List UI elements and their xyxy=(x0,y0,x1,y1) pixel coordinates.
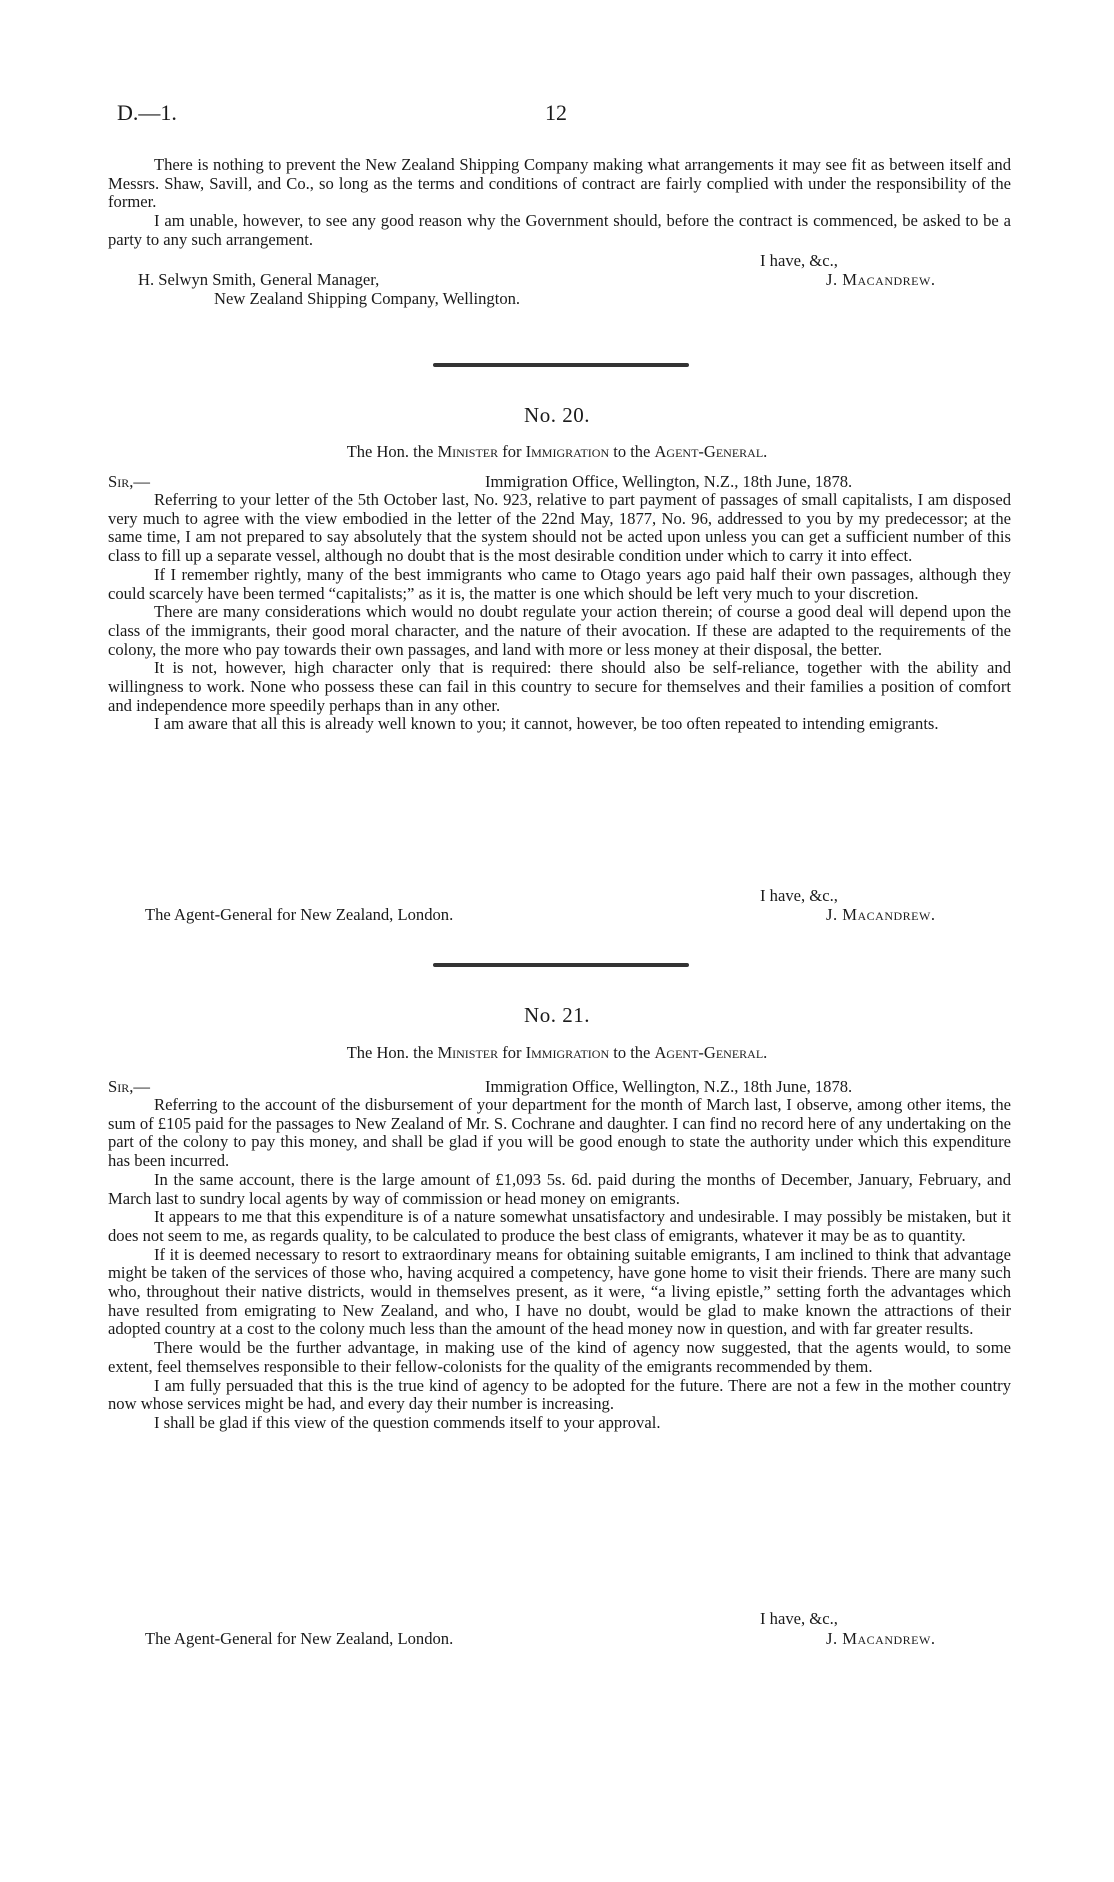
section-divider xyxy=(433,963,689,967)
paragraph: I am fully persuaded that this is the true kind of agency to be adopted for the future. There are not a few in the mother country now whose services might be had, and every day their number is increasing. xyxy=(108,1375,1011,1414)
paragraph: I am unable, however, to see any good reason why the Government should, before the contract is commenced, be asked to be a party to any such arrangement. xyxy=(108,211,1011,249)
letter-20-subtitle: The Hon. the Minister for Immigration to the Agent-General. xyxy=(346,442,768,461)
letter-20-dateline: Immigration Office, Wellington, N.Z., 18th June, 1878. xyxy=(485,472,853,491)
paragraph: It is not, however, high character only that is required: there should also be self-reliance, together with the ability and willingness to work. None who possess these can fail in this country to secure for themselves and their families a position of comfort and independence more speedily perhaps than in any other. xyxy=(108,658,1011,715)
letter-20-signature: J. Macandrew. xyxy=(826,905,936,924)
letter-20-addressee: The Agent-General for New Zealand, London. xyxy=(145,905,454,924)
letter-21-salutation: Sir,— xyxy=(108,1077,150,1096)
letter-21-subtitle: The Hon. the Minister for Immigration to the Agent-General. xyxy=(346,1043,768,1062)
paragraph: If it is deemed necessary to resort to extraordinary means for obtaining suitable emigrants, I am inclined to think that advantage might be taken of the services of those who, having acquired a competency, have gone home to visit their friends. There are many such who, throughout their native districts, would in themselves present, as it were, “a living epistle,” setting forth the advantages which have resulted from emigrating to New Zealand, and who, I have no doubt, would be glad to make known the attractions of their adopted country at a cost to the colony much less than the amount of the head money now in question, and with far greater results. xyxy=(108,1244,1011,1339)
letter-20-number: No. 20. xyxy=(524,403,590,427)
page-number: 12 xyxy=(545,100,567,125)
document-reference: D.—1. xyxy=(117,100,177,125)
addressee-company: New Zealand Shipping Company, Wellington. xyxy=(214,289,521,308)
letter-19-closing-block xyxy=(108,252,1011,322)
paragraph: There are many considerations which would no doubt regulate your action therein; of course a good deal will depend upon the class of the immigrants, their good moral character, and the nature of their avocation. If these are adapted to the requirements of the colony, the more who pay towards their own passages, and land with more or less money at their disposal, the better. xyxy=(108,602,1011,659)
paragraph: It appears to me that this expenditure is of a nature somewhat unsatisfactory and undesirable. I may possibly be mistaken, but it does not seem to me, as regards quality, to be calculated to produce the best class of emigrants, whatever it may be as to quantity. xyxy=(108,1207,1011,1245)
letter-21-addressee: The Agent-General for New Zealand, London. xyxy=(145,1629,454,1648)
addressee-name: H. Selwyn Smith, General Manager, xyxy=(138,270,380,289)
paragraph: There is nothing to prevent the New Zealand Shipping Company making what arrangements it may see fit as between itself and Messrs. Shaw, Savill, and Co., so long as the terms and conditions of contract are fairly complied with under the responsibility of the former. xyxy=(108,155,1011,212)
letter-20-body xyxy=(108,491,1011,734)
paragraph: I am aware that all this is already well known to you; it cannot, however, be too often repeated to intending emigrants. xyxy=(154,714,939,734)
paragraph: Referring to the account of the disbursement of your department for the month of March last, I observe, among other items, the sum of £105 paid for the passages to New Zealand of Mr. S. Cochrane and daughter. I can find no record here of any undertaking on the part of the colony to pay this money, and shall be glad if you will be good enough to state the authority under which this expenditure has been incurred. xyxy=(108,1095,1011,1171)
letter-20-closing: I have, &c., xyxy=(760,886,838,905)
paragraph: If I remember rightly, many of the best immigrants who came to Otago years ago paid half their own passages, although they could scarcely have been termed “capitalists;” as it is, the matter is one which should be left very much to your discretion. xyxy=(108,564,1011,603)
letter-21-body xyxy=(108,1096,1011,1433)
section-divider xyxy=(433,363,689,367)
letter-21-number: No. 21. xyxy=(524,1003,590,1027)
paragraph: There would be the further advantage, in making use of the kind of agency now suggested, that the agents would, to some extent, feel themselves responsible to their fellow-colonists for the quality of the emigrants recommended by them. xyxy=(108,1338,1011,1376)
signature: J. Macandrew. xyxy=(826,270,936,289)
paragraph: Referring to your letter of the 5th October last, No. 923, relative to part payment of passages of small capitalists, I am disposed very much to agree with the view embodied in the letter of the 22nd May, 1877, No. 96, addressed to you by my predecessor; at the same time, I am not prepared to say absolutely that the system should not be acted upon unless you can get a sufficient number of this class to fill up a separate vessel, although no doubt that is the most desirable condition under which to carry it into effect. xyxy=(108,490,1011,566)
closing-formula: I have, &c., xyxy=(760,251,838,270)
letter-21-signature: J. Macandrew. xyxy=(826,1629,936,1648)
paragraph: In the same account, there is the large amount of £1,093 5s. 6d. paid during the months of December, January, February, and March last to sundry local agents by way of commission or head money on emigrants. xyxy=(108,1169,1011,1208)
letter-20-salutation: Sir,— xyxy=(108,472,150,491)
letter-19-body xyxy=(108,156,1011,250)
paragraph: I shall be glad if this view of the question commends itself to your approval. xyxy=(154,1412,661,1432)
letter-21-dateline: Immigration Office, Wellington, N.Z., 18th June, 1878. xyxy=(485,1077,853,1096)
letter-21-closing: I have, &c., xyxy=(760,1609,838,1628)
